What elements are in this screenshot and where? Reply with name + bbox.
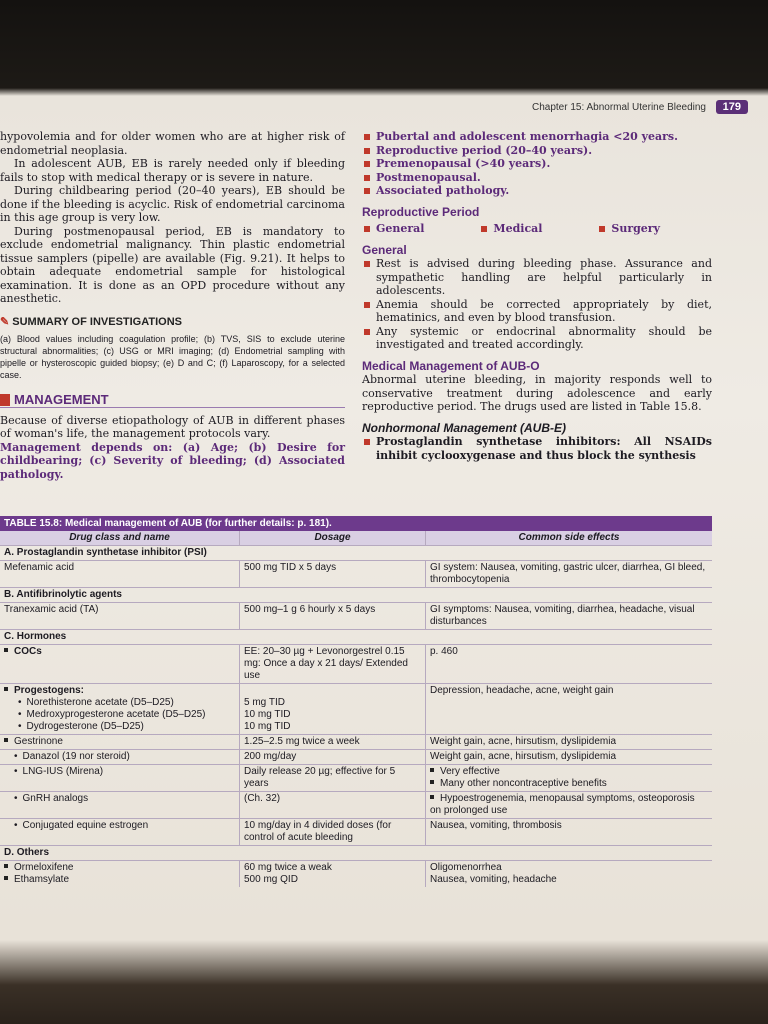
column-header: Common side effects [518, 532, 620, 543]
section-heading: Medical Management of AUB-O [362, 358, 540, 373]
left-column [0, 130, 345, 481]
paragraph: During childbearing period (20–40 years), EB should be done if the bleeding is acyclic. Risk of endometrial carcinoma in this age group is very low. [0, 184, 345, 224]
table-header-row [0, 531, 712, 546]
column-header: Dosage [240, 531, 426, 545]
list-item: Reproductive period (20–40 years). [362, 144, 712, 158]
table-section-row: C. Hormones [0, 630, 712, 645]
table-section-row: A. Prostaglandin synthetase inhibitor (PSI) [0, 546, 712, 561]
page-number: 179 [716, 100, 748, 114]
list-item: Anemia should be corrected appropriately by diet, hematinics, and even by blood transfusion. [362, 298, 712, 325]
reproductive-options [362, 222, 712, 236]
pin-icon: ✎ [0, 315, 13, 328]
book-page [0, 96, 768, 966]
summary-heading: ✎ SUMMARY OF INVESTIGATIONS [0, 315, 182, 328]
list-item: Pubertal and adolescent menorrhagia <20 years. [362, 130, 712, 144]
paragraph: In adolescent AUB, EB is rarely needed only if bleeding fails to stop with medical therapy or is severe in nature. [0, 157, 345, 184]
list-item: General [362, 222, 425, 236]
table-row: • LNG-IUS (Mirena) Daily release 20 µg; effective for 5 years Very effective Many other noncontraceptive benefits [0, 765, 712, 792]
list-item: Surgery [597, 222, 660, 236]
table-row: COCs EE: 20–30 µg + Levonorgestrel 0.15 mg: Once a day x 21 days/ Extended use p. 460 [0, 645, 712, 684]
list-item: Postmenopausal. [362, 171, 712, 185]
section-heading: General [362, 242, 407, 257]
table-row: Gestrinone 1.25–2.5 mg twice a week Weight gain, acne, hirsutism, dyslipidemia [0, 735, 712, 750]
paragraph: Because of diverse etiopathology of AUB in different phases of woman's life, the management protocols vary. [0, 413, 345, 440]
table-caption: TABLE 15.8: Medical management of AUB (for further details: p. 181). [0, 516, 712, 531]
paragraph: hypovolemia and for older women who are at higher risk of endometrial neoplasia. [0, 130, 345, 157]
list-item: Any systemic or endocrinal abnormality should be investigated and treated accordingly. [362, 325, 712, 352]
table-row: • GnRH analogs (Ch. 32) Hypoestrogenemia, menopausal symptoms, osteoporosis on prolonged use [0, 792, 712, 819]
section-heading: Reproductive Period [362, 204, 480, 219]
table-row: Ormeloxifene Ethamsylate 60 mg twice a weak 500 mg QID Oligomenorrhea Nausea, vomiting, headache [0, 861, 712, 887]
section-heading: Nonhormonal Management (AUB-E) [362, 420, 566, 435]
list-item: Associated pathology. [362, 184, 712, 198]
list-item: Prostaglandin synthetase inhibitors: All NSAIDs inhibit cyclooxygenase and thus block the synthesis [362, 435, 712, 462]
table-row: • Conjugated equine estrogen 10 mg/day in 4 divided doses (for control of acute bleeding Nausea, vomiting, thrombosis [0, 819, 712, 846]
paragraph: During postmenopausal period, EB is mandatory to exclude endometrial malignancy. Thin plastic endometrial tissue samplers (pipelle) are available (Fig. 9.21). It helps to obtain adequate endometrial sample for histological examination. It is done as an OPD procedure without any anesthetic. [0, 224, 345, 305]
table-section-row: B. Antifibrinolytic agents [0, 588, 712, 603]
nonhormonal-list [362, 435, 712, 462]
right-column [362, 130, 712, 462]
chapter-header: Chapter 15: Abnormal Uterine Bleeding [532, 102, 706, 113]
age-group-list [362, 130, 712, 198]
paragraph: Abnormal uterine bleeding, in majority responds well to conservative treatment during adolescence and early reproductive period. The drugs used are listed in Table 15.8. [362, 373, 712, 413]
table-section-row: D. Others [0, 846, 712, 861]
column-header: Drug class and name [0, 531, 240, 545]
table-row: Mefenamic acid 500 mg TID x 5 days GI system: Nausea, vomiting, gastric ulcer, diarrhea, GI bleed, thrombocytopenia [0, 561, 712, 588]
list-item: Rest is advised during bleeding phase. Assurance and sympathetic handling are helpful particularly in adolescents. [362, 257, 712, 298]
list-item: Premenopausal (>40 years). [362, 157, 712, 171]
summary-text: (a) Blood values including coagulation profile; (b) TVS, SIS to exclude uterine structural abnormalities; (c) USG or MRI imaging; (d) Endometrial sampling with pipelle or hysteroscopic guided biopsy; (e) D and C; (f) Laparoscopy, for a selected case. [0, 334, 345, 380]
list-item: Medical [479, 222, 542, 236]
management-heading: MANAGEMENT [0, 393, 345, 408]
paragraph: Management depends on: (a) Age; (b) Desire for childbearing; (c) Severity of bleeding; (d) Associated pathology. [0, 440, 345, 481]
table-row: Tranexamic acid (TA) 500 mg–1 g 6 hourly x 5 days GI symptoms: Nausea, vomiting, diarrhea, headache, visual disturbances [0, 603, 712, 630]
table-row: • Danazol (19 nor steroid) 200 mg/day Weight gain, acne, hirsutism, dyslipidemia [0, 750, 712, 765]
drug-table [0, 531, 712, 887]
table-row: Progestogens: • Norethisterone acetate (D5–D25) • Medroxyprogesterone acetate (D5–D25) • Dydrogesterone (D5–D25) 5 mg TID 10 mg TID 10 mg TID Depression, headache, acne, weight gain [0, 684, 712, 735]
general-list [362, 257, 712, 352]
